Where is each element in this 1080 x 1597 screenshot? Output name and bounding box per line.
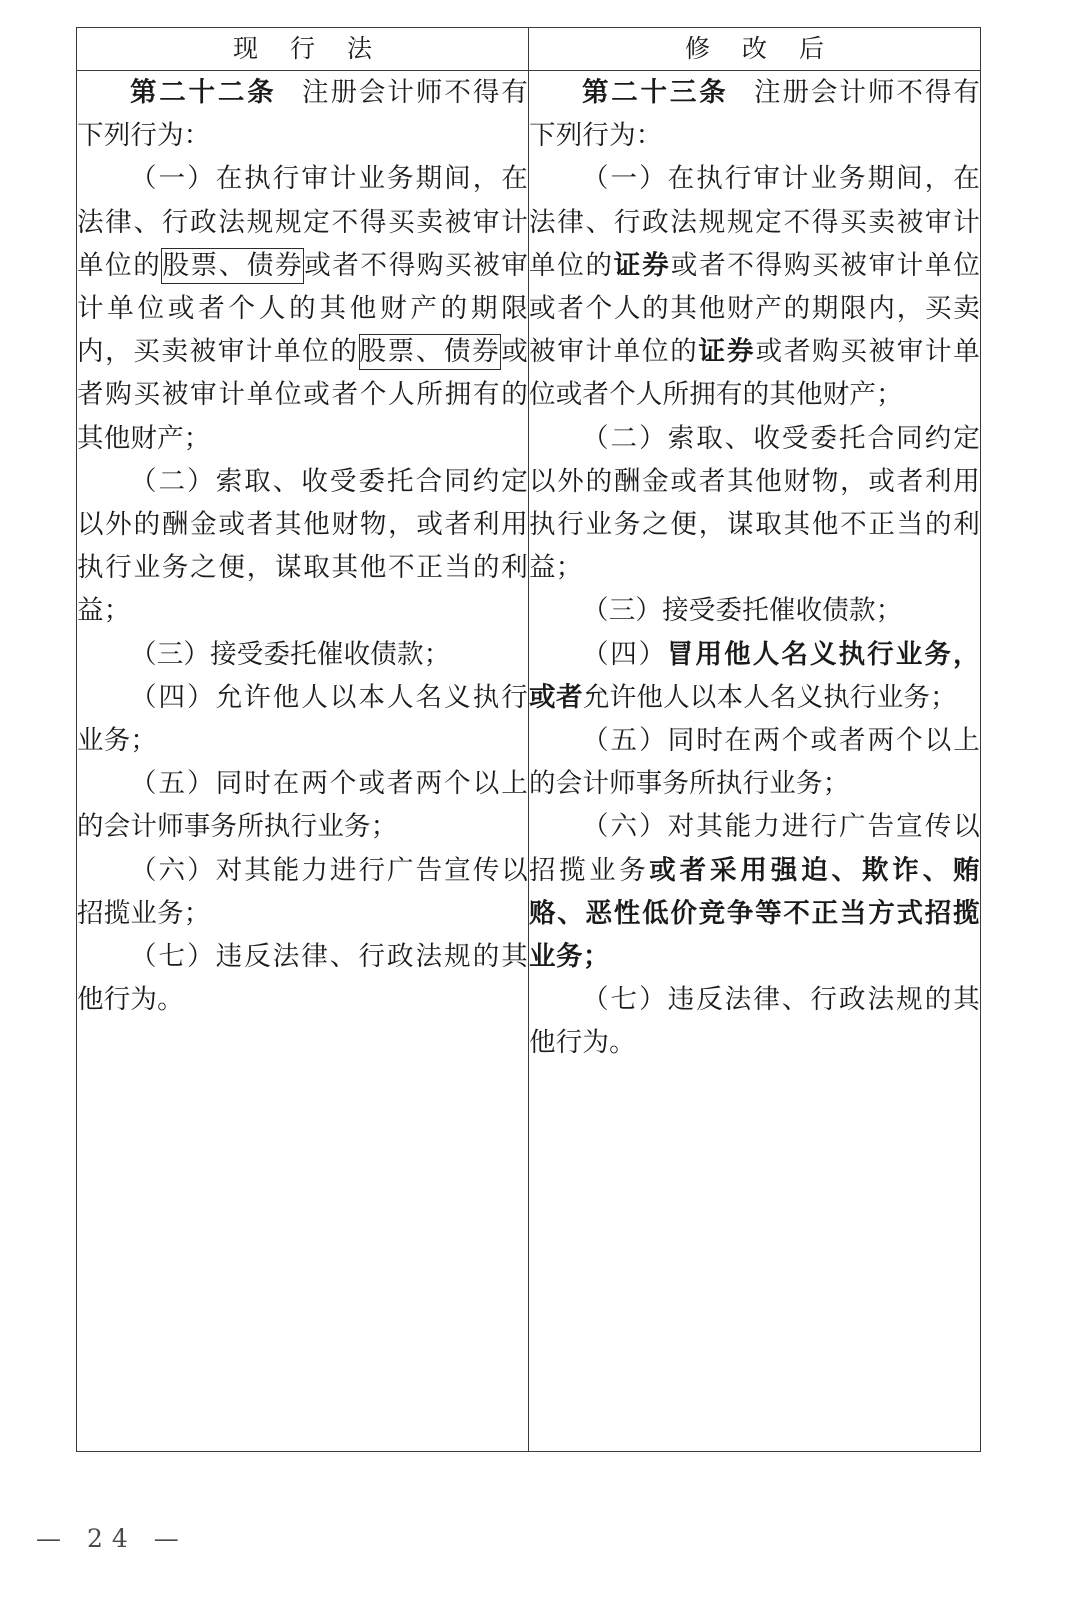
item-text: 索取、收受委托合同约定以外的酬金或者其他财物，或者利用执行业务之便，谋取其他不正当的利益；	[529, 422, 980, 584]
amended-law-item-7	[529, 978, 980, 1064]
current-law-item-5	[77, 762, 528, 848]
item-text-seg3: 或者购买被审计单位或者个人所拥有的其他财产；	[529, 336, 980, 411]
item-text: 接受委托催收债款；	[662, 595, 903, 627]
amended-law-body	[529, 71, 980, 1065]
amended-law-item-4	[529, 633, 980, 719]
item-marker: （三）	[582, 595, 663, 627]
item-marker: （一）	[130, 163, 216, 195]
current-law-item-6	[77, 849, 528, 935]
cell-amended-law	[529, 71, 981, 1452]
cell-current-law	[77, 71, 529, 1452]
item-text: 违反法律、行政法规的其他行为。	[529, 984, 980, 1059]
current-law-article-number: 第二十二条	[130, 77, 277, 108]
amended-law-article-heading	[529, 71, 980, 157]
item-marker: （四）	[130, 681, 216, 713]
amended-law-item-5	[529, 719, 980, 805]
table-header-row	[77, 28, 981, 71]
item-text-tail: 允许他人以本人名义执行业务；	[583, 681, 957, 713]
item-marker: （二）	[130, 465, 216, 497]
table-body-row	[77, 71, 981, 1452]
current-law-item-3	[77, 633, 528, 676]
page-number: — 24 —	[36, 1524, 188, 1553]
item-text: 接受委托催收债款；	[210, 638, 451, 670]
current-law-article-lead: 注册会计师不得有下列行为：	[77, 77, 529, 152]
item-text-seg1: 在执行审计业务期间，在法律、行政法规规定不得买卖被审计单位的	[77, 163, 528, 281]
current-law-article-heading	[77, 71, 528, 157]
amended-term-2: 证券	[698, 336, 756, 368]
law-comparison-table	[76, 27, 981, 1452]
column-header-current-law: 现 行 法	[77, 28, 529, 71]
amended-term-1: 证券	[613, 249, 671, 281]
item-marker: （五）	[582, 725, 668, 757]
current-law-item-7	[77, 935, 528, 1021]
item-text: 同时在两个或者两个以上的会计师事务所执行业务；	[529, 725, 980, 800]
amended-law-article-number: 第二十三条	[582, 77, 729, 108]
page-footer	[0, 1524, 1080, 1570]
item-text: 违反法律、行政法规的其他行为。	[77, 941, 528, 1016]
item-text-seg2: 或者不得购买被审计单位或者个人的其他财产的期限内，买卖被审计单位的	[77, 249, 528, 368]
amended-law-item-1	[529, 157, 980, 416]
item-marker: （三）	[130, 638, 211, 670]
item-text-seg2: 或者不得购买被审计单位或者个人的其他财产的期限内，买卖被审计单位的	[529, 249, 981, 368]
item-text: 索取、收受委托合同约定以外的酬金或者其他财物，或者利用执行业务之便，谋取其他不正当的利益；	[77, 465, 528, 627]
amended-law-item-6	[529, 805, 980, 978]
amended-law-item-3	[529, 589, 980, 632]
amended-term-3: 冒用他人名义执行业务，或者	[529, 638, 980, 713]
item-text-seg3: 或者购买被审计单位或者个人所拥有的其他财产；	[77, 336, 528, 454]
item-text: 允许他人以本人名义执行业务；	[77, 681, 528, 757]
amended-law-article-lead: 注册会计师不得有下列行为：	[529, 77, 981, 152]
item-marker: （四）	[582, 638, 667, 670]
item-marker: （七）	[130, 941, 216, 973]
amended-term-4: 或者采用强迫、欺诈、贿赂、恶性低价竞争等不正当方式招揽业务；	[529, 854, 981, 973]
current-law-item-1	[77, 157, 528, 459]
current-law-item-2	[77, 460, 528, 633]
item-marker: （五）	[130, 768, 216, 800]
marked-term-box-2: 股票、债券	[359, 334, 502, 370]
item-text: 对其能力进行广告宣传以招揽业务；	[77, 854, 528, 929]
item-marker: （七）	[582, 984, 668, 1016]
item-marker: （六）	[582, 811, 668, 843]
column-header-amended-law: 修 改 后	[529, 28, 981, 71]
current-law-body	[77, 71, 528, 1021]
item-text: 同时在两个或者两个以上的会计师事务所执行业务；	[77, 768, 528, 843]
current-law-item-4	[77, 676, 528, 762]
amended-law-item-2	[529, 417, 980, 590]
item-marker: （一）	[582, 163, 668, 195]
item-marker: （二）	[582, 422, 668, 454]
marked-term-box-1: 股票、债券	[161, 248, 304, 284]
item-text-seg1: 在执行审计业务期间，在法律、行政法规规定不得买卖被审计单位的	[529, 163, 980, 281]
item-text-lead: 对其能力进行广告宣传以招揽业务	[529, 811, 980, 886]
item-marker: （六）	[130, 854, 216, 886]
